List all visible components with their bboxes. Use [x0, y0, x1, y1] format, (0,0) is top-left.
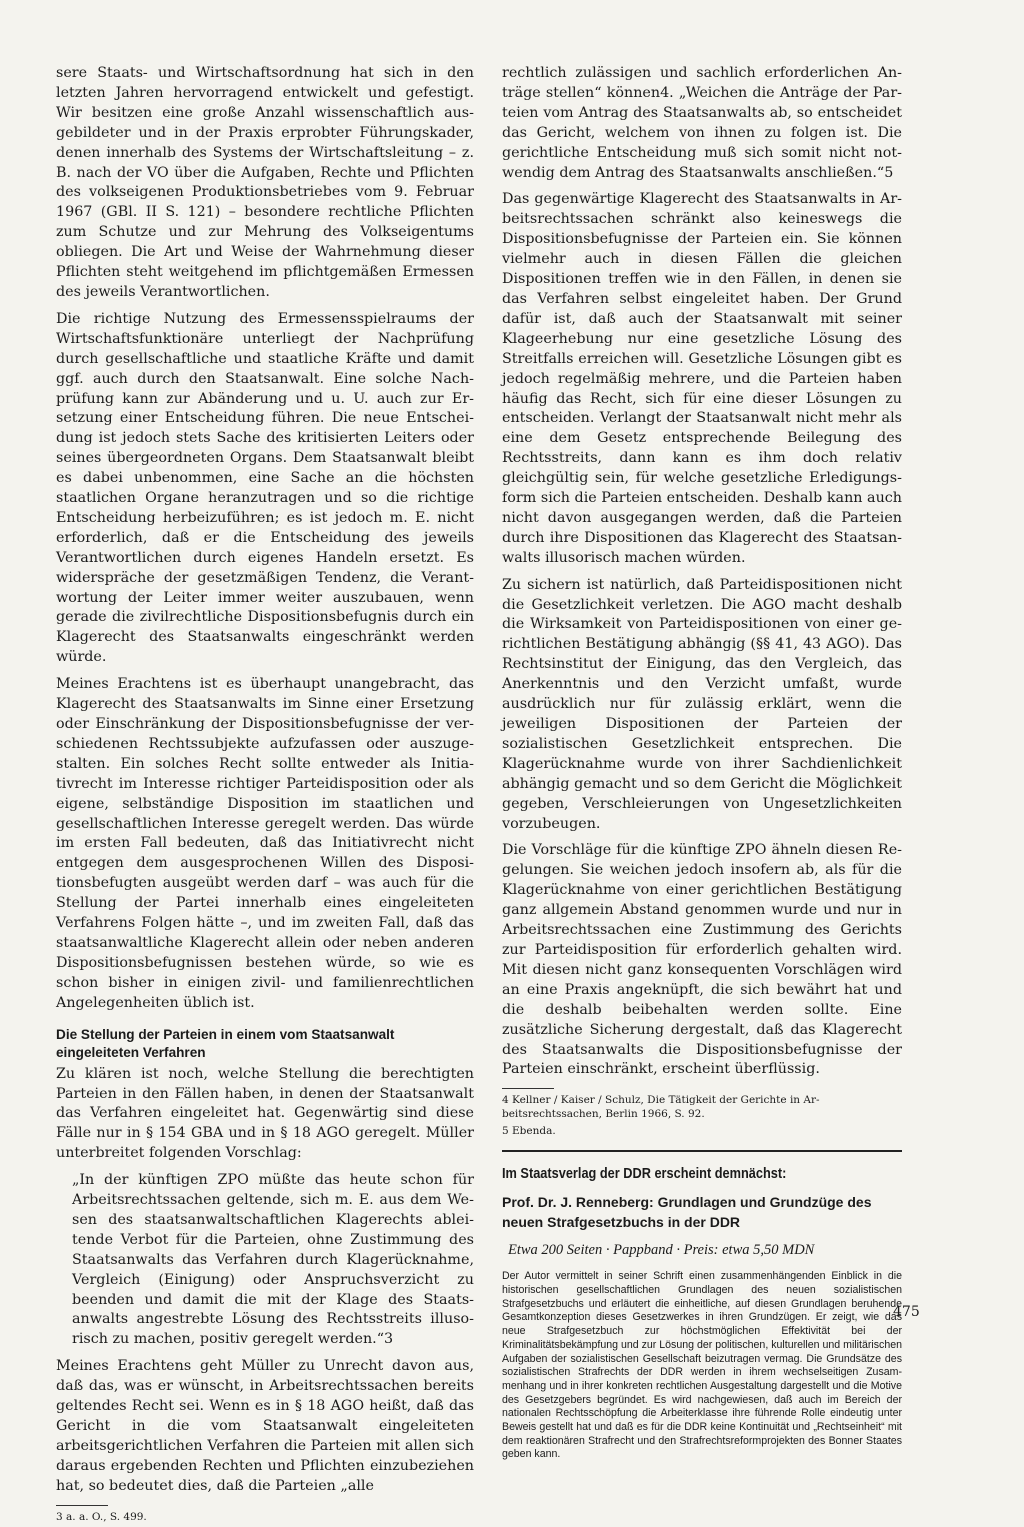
- left-paragraph-3: Meines Erachtens ist es überhaupt unangebracht, das Klagerecht des Staatsanwalts im Sinne einer Ersetzung oder Einschränkung der Dispositionsbefugnisse der verschiedenen Rechtssubjekte aufzufassen oder auszugestalten. Ein solches Recht sollte entweder als Initiativrecht im Interesse richtiger Parteidisposition oder als eigene, selbständige Disposition im staatlichen und gesellschaftlichen Interesse geregelt werden. Das würde im ersten Fall bedeuten, daß das Initiativrecht nicht entgegen dem ausgesprochenen Willen des Dispositionsbefugten ausgeübt werden darf – was auch für die Stellung der Partei innerhalb eines eingeleiteten Verfahrens Folgen hätte –, und im zweiten Fall, daß das staatsanwaltliche Klagerecht allein oder neben anderen Dispositionsbefugnissen bestehen würde, so wie es schon bisher in einigen zivil- und familienrechtlichen Angelegenheiten üblich ist.: [56, 676, 474, 1011]
- right-paragraph-2: Das gegenwärtige Klagerecht des Staatsanwalts in Arbeitsrechtssachen schränkt also keineswegs die Dispositionsbefugnisse der Parteien ein. Sie können vielmehr auch in diesen Fällen die gleichen Dispositionen treffen wie in den Fällen, in denen sie das Verfahren selbst eingeleitet haben. Der Grund dafür ist, daß auch der Staatsanwalt mit seiner Klageerhebung nur eine gesetzliche Lösung des Streitfalls erreichen will. Gesetzliche Lösungen gibt es jedoch regelmäßig mehrere, und die Parteien haben häufig das Recht, sich für eine dieser Lösungen zu entscheiden. Verlangt der Staatsanwalt nicht mehr als eine dem Gesetz entsprechende Beilegung des Rechtsstreits, dann kann es ihm doch relativ gleichgültig sein, für welche gesetzliche Erledigungsform sich die Parteien entscheiden. Deshalb kann auch nicht davon ausgegangen werden, daß die Parteien durch ihre Dispositionen das Klagerecht des Staatsanwalts illusorisch machen würden.: [502, 191, 902, 566]
- footnote-4: 4 Kellner / Kaiser / Schulz, Die Tätigkeit der Gerichte in Arbeitsrechtssachen, Berlin 1966, S. 92.: [502, 1094, 820, 1121]
- advert-description: Der Autor vermittelt in seiner Schrift einen zusammenhängenden Einblick in die historischen gesellschaftlichen Grundlagen des neuen sozialistischen Strafgesetzbuchs und erläutert die einheitliche, auf diesen Grundlagen beruhende Gesamtkonzeption dieses Gesetzwerkes in ihren Grundzügen. Er zeigt, wie das neue Strafgesetzbuch zur höchstmöglichen Effektivität bei der Kriminalitätsbekämpfung und zur Lösung der politischen, kulturellen und militärischen Aufgaben der sozialistischen Gesellschaft beizutragen vermag. Die Grundsätze des sozialistischen Strafrechts der DDR werden in ihrem wechselseitigen Zusammenhang und in ihrer konkreten rechtlichen Ausgestaltung dargestellt und die Motive des Gesetzgebers begründet. Es wird nachgewiesen, daß auch im Bereich der nationalen Rechtsschöpfung die Arbeiterklasse ihre führende Rolle eindeutig unter Beweis gestellt hat und daß es für die DDR keine Kontinuität und „Rechtseinheit“ mit dem reaktionären Strafrecht und den Strafrechtsreformprojekten des Bonner Staates geben kann.: [502, 1270, 902, 1461]
- advert-book-meta: Etwa 200 Seiten · Pappband · Preis: etwa 5,50 MDN: [508, 1242, 815, 1259]
- advert-book-title: Prof. Dr. J. Renneberg: Grundlagen und Grundzüge des neuen Strafgesetzbuchs in der DDR: [502, 1194, 872, 1231]
- footnote-5: 5 Ebenda.: [502, 1125, 556, 1138]
- footnote-separator: [502, 1088, 554, 1089]
- left-column: [56, 64, 474, 1527]
- section-heading: Die Stellung der Parteien in einem vom Staatsanwalt eingeleiteten Verfahren: [56, 1026, 395, 1060]
- right-paragraph-4: Die Vorschläge für die künftige ZPO ähneln diesen Regelungen. Sie weichen jedoch insofern ab, als für die Klagerücknahme von einer gerichtlichen Bestätigung ganz allgemein Abstand genommen wurde und nur in Arbeitsrechtssachen eine Zustimmung des Gerichts zur Parteidisposition für erforderlich gehalten wird. Mit diesen nicht ganz konsequenten Vorschlägen wird an eine Praxis angeknüpft, die sich bewährt hat und die deshalb beibehalten werden sollte. Eine zusätzliche Sicherung dergestalt, daß das Klagerecht des Staatsanwalts die Dispositionsbefugnisse der Parteien einschränkt, erscheint überflüssig.: [502, 842, 902, 1078]
- footnote-3: 3 a. a. O., S. 499.: [56, 1510, 147, 1523]
- right-paragraph-1: rechtlich zulässigen und sachlich erforderlichen Anträge stellen“ können4. „Weichen die Anträge der Parteien vom Antrag des Staatsanwalts ab, so entscheidet das Gericht, welchem von ihnen zu folgen ist. Die gerichtliche Entscheidung muß sich somit nicht notwendig dem Antrag des Staatsanwalts anschließen.“5: [502, 65, 902, 181]
- right-paragraph-3: Zu sichern ist natürlich, daß Parteidispositionen nicht die Gesetzlichkeit verletzen. Die AGO macht deshalb die Wirksamkeit von Parteidispositionen von einer gerichtlichen Bestätigung abhängig (§§ 41, 43 AGO). Das Rechtsinstitut der Einigung, das den Vergleich, das Anerkenntnis und den Verzicht umfaßt, wurde ausdrücklich nur für zulässig erklärt, wenn die jeweiligen Dispositionen der Parteien der sozialistischen Gesetzlichkeit entsprechen. Die Klagerücknahme wurde von ihrer Sachdienlichkeit abhängig gemacht und so dem Gericht die Möglichkeit gegeben, Verschleierungen von Ungesetzlichkeiten vorzubeugen.: [502, 576, 902, 832]
- book-advert: [502, 1164, 902, 1462]
- left-paragraph-5: Meines Erachtens geht Müller zu Unrecht davon aus, daß das, was er wünscht, in Arbeitsrechtssachen bereits geltendes Recht sei. Wenn es in § 18 AGO heißt, daß das Gericht in die vom Staatsanwalt eingeleiteten arbeitsgerichtlichen Verfahren die Parteien mit allen sich daraus ergebenden Rechten und Pflichten einzubeziehen hat, so bedeutet dies, daß die Parteien „alle: [56, 1358, 474, 1494]
- page-number: 475: [893, 1304, 920, 1320]
- right-column: [502, 64, 902, 1462]
- left-paragraph-2: Die richtige Nutzung des Ermessensspielraums der Wirtschaftsfunktionäre unterliegt der Nachprüfung durch gesellschaftliche und staatliche Kräfte und damit ggf. auch durch den Staatsanwalt. Eine solche Nachprüfung kann zur Abänderung und u. U. auch zur Ersetzung einer Entscheidung führen. Die neue Entscheidung ist jedoch stets Sache des kritisierten Leiters oder seines übergeordneten Organs. Dem Staatsanwalt bleibt es dabei unbenommen, eine Sache an die höchsten staatlichen Organe heranzutragen und so die richtige Entscheidung herbeizuführen; es ist jedoch m. E. nicht erforderlich, daß er die Entscheidung des jeweils Verantwortlichen durch eigenes Handeln ersetzt. Es widerspräche der gesetzmäßigen Tendenz, die Verantwortung der Leiter immer weiter auszubauen, wenn gerade die zivilrechtliche Dispositionsbefugnis durch ein Klagerecht des Staatsanwalts eingeschränkt werden würde.: [56, 310, 474, 666]
- left-paragraph-1: sere Staats- und Wirtschaftsordnung hat sich in den letzten Jahren hervorragend entwickelt und gefestigt. Wir besitzen eine große Anzahl wissenschaftlich ausgebildeter und in der Praxis erprobter Führungskader, denen innerhalb des Systems der Wirtschaftsleitung – z. B. nach der VO über die Aufgaben, Rechte und Pflichten des volkseigenen Produktionsbetriebes vom 9. Februar 1967 (GBl. II S. 121) – besondere rechtliche Pflichten zum Schutze und zur Mehrung des Volkseigentums obliegen. Die Art und Weise der Wahrnehmung dieser Pflichten steht weitgehend im pflichtgemäßen Ermessen des jeweils Verantwortlichen.: [56, 65, 474, 300]
- advert-heading: Im Staatsverlag der DDR erscheint demnächst:: [502, 1166, 787, 1183]
- advert-divider: [502, 1150, 902, 1152]
- left-paragraph-4: Zu klären ist noch, welche Stellung die berechtigten Parteien in den Fällen haben, in denen der Staatsanwalt das Verfahren eingeleitet hat. Gegenwärtig sind diese Fälle nur in § 154 GBA und in § 18 AGO geregelt. Müller unterbreitet folgenden Vorschlag:: [56, 1065, 474, 1162]
- footnote-separator: [56, 1505, 108, 1506]
- mueller-quote: „In der künftigen ZPO müßte das heute schon für Arbeitsrechtssachen geltende, sich m. E. aus dem Wesen des staatsanwaltschaftlichen Klagerechts ableitende Verbot für die Parteien, ohne Zustimmung des Staatsanwalts das Verfahren durch Klagerücknahme, Vergleich (Einigung) oder Anspruchsverzicht zu beenden und damit die mit der Klage des Staatsanwalts angestrebte Lösung des Rechtsstreits illusorisch zu machen, positiv geregelt werden.“3: [72, 1172, 474, 1348]
